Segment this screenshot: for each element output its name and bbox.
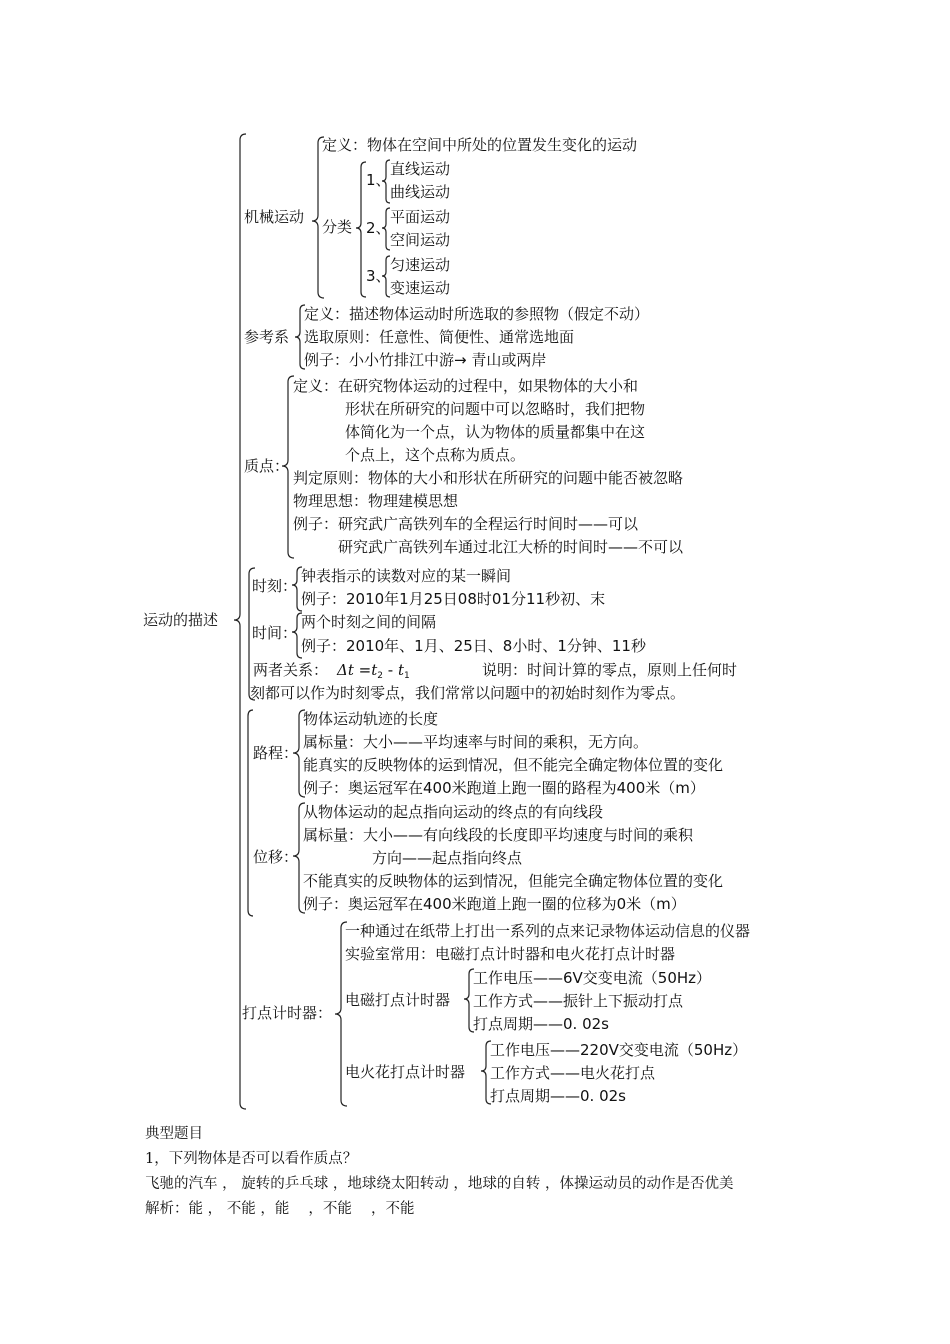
moment-title: 时刻： bbox=[252, 577, 298, 595]
exercise-answer: 解析：能 ， 不能 ，能 ，不能 ，不能 bbox=[145, 1201, 415, 1217]
classify-brace bbox=[356, 162, 366, 297]
group1-item: 直线运动 bbox=[390, 160, 451, 178]
path-line: 例子：奥运冠军在400米跑道上跑一圈的路程为400米（m） bbox=[303, 779, 705, 797]
root-brace bbox=[234, 134, 246, 1109]
spark-timer-item: 工作方式——电火花打点 bbox=[490, 1064, 656, 1082]
group2-num: 2、 bbox=[366, 219, 391, 237]
em-timer-item: 工作方式——振针上下振动打点 bbox=[473, 992, 684, 1010]
duration-title: 时间： bbox=[252, 624, 298, 642]
group3-num: 3、 bbox=[366, 267, 391, 285]
path-disp-brace bbox=[248, 710, 253, 916]
relation-note: 说明：时间计算的零点，原则上任何时 bbox=[482, 661, 738, 679]
exercise-items: 飞驰的汽车 ， 旋转的乒乓球 ，地球绕太阳转动 ，地球的自转 ，体操运动员的动作是否优美 bbox=[145, 1176, 734, 1192]
displacement-line: 方向——起点指向终点 bbox=[372, 849, 523, 867]
mechanical-definition: 定义：物体在空间中所处的位置发生变化的运动 bbox=[322, 136, 638, 154]
em-timer-item: 工作电压——6V交变电流（50Hz） bbox=[473, 969, 712, 987]
relation-label: 两者关系： bbox=[253, 661, 329, 679]
path-line: 属标量：大小——平均速率与时间的乘积，无方向。 bbox=[303, 733, 649, 751]
particle-line: 形状在所研究的问题中可以忽略时，我们把物 bbox=[345, 400, 646, 418]
path-title: 路程： bbox=[253, 744, 299, 762]
mechanical-title: 机械运动 bbox=[244, 208, 305, 226]
particle-line: 体简化为一个点，认为物体的质量都集中在这 bbox=[345, 423, 646, 441]
group3-item: 匀速运动 bbox=[390, 256, 451, 274]
reference-title: 参考系 bbox=[244, 328, 290, 346]
reference-line: 定义：描述物体运动时所选取的参照物（假定不动） bbox=[304, 305, 650, 323]
timer-line: 一种通过在纸带上打出一系列的点来记录物体运动信息的仪器 bbox=[345, 922, 751, 940]
timer-title: 打点计时器： bbox=[242, 1004, 333, 1022]
reference-line: 例子：小小竹排江中游→ 青山或两岸 bbox=[304, 351, 547, 369]
classify-label: 分类 bbox=[322, 218, 353, 236]
root-label: 运动的描述 bbox=[143, 611, 219, 629]
group1-num: 1、 bbox=[366, 171, 391, 189]
reference-line: 选取原则：任意性、简便性、通常选地面 bbox=[304, 328, 575, 346]
exercise-question: 1，下列物体是否可以看作质点？ bbox=[145, 1151, 358, 1167]
exercise-heading: 典型题目 bbox=[145, 1126, 203, 1142]
em-timer-title: 电磁打点计时器 bbox=[345, 991, 451, 1009]
em-timer-item: 打点周期——0. 02s bbox=[473, 1015, 609, 1033]
particle-line: 个点上，这个点称为质点。 bbox=[345, 446, 526, 464]
spark-timer-title: 电火花打点计时器 bbox=[345, 1063, 466, 1081]
particle-line: 物理思想：物理建模思想 bbox=[293, 492, 459, 510]
particle-line: 定义：在研究物体运动的过程中，如果物体的大小和 bbox=[293, 377, 639, 395]
particle-title: 质点： bbox=[244, 457, 290, 475]
group1-item: 曲线运动 bbox=[390, 183, 451, 201]
displacement-line: 从物体运动的起点指向运动的终点的有向线段 bbox=[303, 803, 604, 821]
group2-item: 平面运动 bbox=[390, 208, 451, 226]
duration-line: 例子：2010年、1月、25日、8小时、1分钟、11秒 bbox=[301, 637, 646, 655]
spark-timer-item: 工作电压——220V交变电流（50Hz） bbox=[490, 1041, 748, 1059]
relation-formula: $\Delta t =t_2 - t_1$ bbox=[337, 661, 410, 681]
particle-line: 研究武广高铁列车通过北江大桥的时间时——不可以 bbox=[338, 538, 684, 556]
particle-line: 判定原则：物体的大小和形状在所研究的问题中能否被忽略 bbox=[293, 469, 684, 487]
displacement-line: 不能真实的反映物体的运到情况，但能完全确定物体位置的变化 bbox=[303, 872, 724, 890]
displacement-line: 属标量：大小——有向线段的长度即平均速度与时间的乘积 bbox=[303, 826, 694, 844]
path-line: 能真实的反映物体的运到情况，但不能完全确定物体位置的变化 bbox=[303, 756, 724, 774]
displacement-line: 例子：奥运冠军在400米跑道上跑一圈的位移为0米（m） bbox=[303, 895, 686, 913]
path-line: 物体运动轨迹的长度 bbox=[303, 710, 439, 728]
moment-line: 钟表指示的读数对应的某一瞬间 bbox=[301, 567, 512, 585]
particle-line: 例子：研究武广高铁列车的全程运行时间时——可以 bbox=[293, 515, 639, 533]
group3-item: 变速运动 bbox=[390, 279, 451, 297]
spark-timer-item: 打点周期——0. 02s bbox=[490, 1087, 626, 1105]
moment-line: 例子：2010年1月25日08时01分11秒初、末 bbox=[301, 590, 606, 608]
displacement-title: 位移： bbox=[253, 848, 299, 866]
relation-line2: 刻都可以作为时刻零点，我们常常以问题中的初始时刻作为零点。 bbox=[250, 684, 686, 702]
group2-item: 空间运动 bbox=[390, 231, 451, 249]
duration-line: 两个时刻之间的间隔 bbox=[301, 613, 437, 631]
timer-line: 实验室常用：电磁打点计时器和电火花打点计时器 bbox=[345, 945, 676, 963]
